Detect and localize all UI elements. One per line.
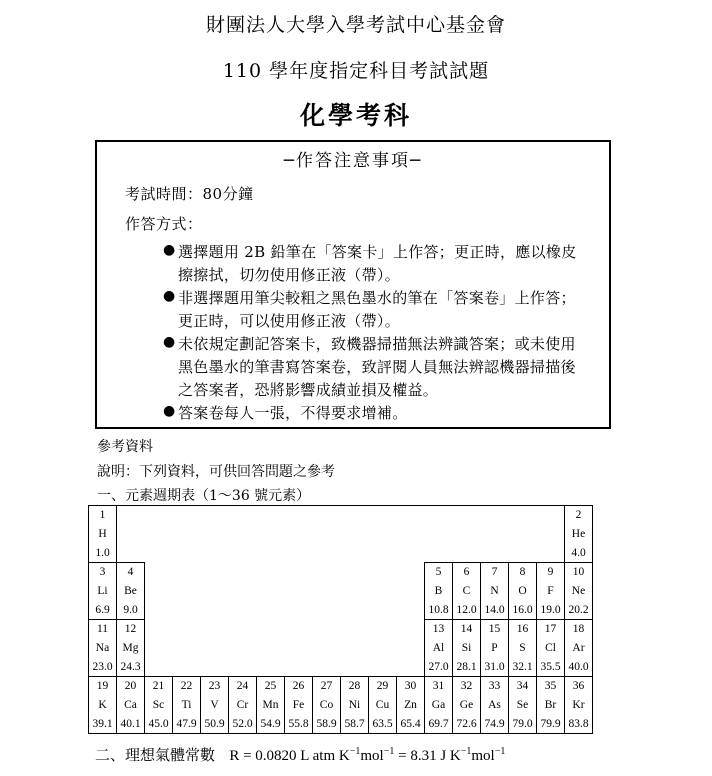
element-mass: 63.5	[372, 718, 393, 730]
empty-cell	[201, 620, 229, 677]
empty-cell	[313, 506, 341, 563]
element-num: 8	[519, 566, 526, 578]
element-mass: 4.0	[571, 547, 586, 559]
element-mass: 23.0	[92, 661, 113, 673]
empty-cell	[173, 563, 201, 620]
empty-cell	[257, 563, 285, 620]
empty-cell	[369, 620, 397, 677]
element-cell-Sc	[145, 677, 173, 734]
element-num: 13	[432, 623, 445, 635]
element-cell-V	[201, 677, 229, 734]
element-sym: Ne	[571, 585, 586, 597]
gas-constant-eq: R = 0.0820 L atm $K^{-1}mol^{-1} = 8.31$ J $K^{-1}mol^{-1}$	[229, 746, 506, 764]
element-num: 11	[96, 623, 109, 635]
element-cell-S	[509, 620, 537, 677]
bullet-1-line-2: 擦擦拭，切勿使用修正液（帶）。	[178, 266, 401, 284]
empty-cell	[285, 506, 313, 563]
empty-cell	[285, 620, 313, 677]
empty-cell	[229, 620, 257, 677]
element-sym: Be	[124, 585, 137, 597]
element-num: 6	[463, 566, 470, 578]
element-mass: 16.0	[512, 604, 533, 616]
element-num: 35	[544, 680, 557, 692]
element-cell-O	[509, 563, 537, 620]
element-num: 1	[99, 509, 106, 521]
element-sym: Mn	[262, 699, 279, 711]
element-sym: C	[462, 585, 471, 597]
element-mass: 79.0	[512, 718, 533, 730]
method-label: 作答方式：	[125, 215, 203, 233]
element-cell-Ni	[341, 677, 369, 734]
element-cell-Na	[89, 620, 117, 677]
element-num: 15	[488, 623, 501, 635]
empty-cell	[229, 506, 257, 563]
element-num: 4	[127, 566, 134, 578]
element-sym: Ga	[431, 699, 446, 711]
element-num: 24	[236, 680, 249, 692]
empty-cell	[145, 506, 173, 563]
element-num: 26	[292, 680, 305, 692]
element-mass: 12.0	[456, 604, 477, 616]
element-num: 16	[516, 623, 529, 635]
element-mass: 69.7	[428, 718, 449, 730]
empty-cell	[117, 506, 145, 563]
element-cell-B	[425, 563, 453, 620]
element-sym: Ca	[124, 699, 137, 711]
empty-cell	[201, 506, 229, 563]
element-sym: V	[210, 699, 219, 711]
empty-cell	[341, 506, 369, 563]
element-sym: Li	[97, 585, 108, 597]
element-num: 36	[572, 680, 585, 692]
element-cell-F	[537, 563, 565, 620]
element-sym: Se	[516, 699, 529, 711]
element-sym: Ti	[181, 699, 192, 711]
element-sym: He	[571, 528, 586, 540]
element-num: 22	[180, 680, 193, 692]
element-cell-Br	[537, 677, 565, 734]
element-sym: Ni	[348, 699, 361, 711]
empty-cell	[369, 563, 397, 620]
element-num: 28	[348, 680, 361, 692]
periodic-row	[89, 677, 593, 734]
element-mass: 45.0	[148, 718, 169, 730]
element-num: 12	[124, 623, 137, 635]
element-cell-Mn	[257, 677, 285, 734]
element-num: 34	[516, 680, 529, 692]
element-cell-Mg	[117, 620, 145, 677]
element-mass: 32.1	[512, 661, 533, 673]
element-num: 33	[488, 680, 501, 692]
element-cell-H	[89, 506, 117, 563]
element-sym: Si	[461, 642, 472, 654]
gas-constant	[95, 744, 505, 765]
element-cell-Fe	[285, 677, 313, 734]
element-sym: F	[547, 585, 554, 597]
element-cell-K	[89, 677, 117, 734]
element-sym: Zn	[404, 699, 417, 711]
element-mass: 27.0	[428, 661, 449, 673]
element-cell-Se	[509, 677, 537, 734]
element-num: 2	[575, 509, 582, 521]
table-caption: 一、元素週期表（1～36 號元素）	[97, 488, 311, 504]
element-mass: 40.0	[568, 661, 589, 673]
empty-cell	[397, 563, 425, 620]
element-num: 25	[264, 680, 277, 692]
bullet-dot: ●	[163, 242, 176, 258]
bullet-2-line-1: 非選擇題用筆尖較粗之黑色墨水的筆在「答案卷」上作答；	[178, 289, 576, 307]
element-cell-Cr	[229, 677, 257, 734]
element-sym: Na	[95, 642, 110, 654]
periodic-row	[89, 506, 593, 563]
element-cell-Be	[117, 563, 145, 620]
element-cell-Si	[453, 620, 481, 677]
empty-cell	[509, 506, 537, 563]
element-mass: 83.8	[568, 718, 589, 730]
empty-cell	[341, 563, 369, 620]
element-sym: Co	[319, 699, 334, 711]
empty-cell	[341, 620, 369, 677]
element-sym: Sc	[152, 699, 165, 711]
element-cell-Ca	[117, 677, 145, 734]
element-num: 9	[547, 566, 554, 578]
empty-cell	[313, 620, 341, 677]
element-sym: Kr	[572, 699, 585, 711]
element-mass: 72.6	[456, 718, 477, 730]
periodic-row	[89, 563, 593, 620]
element-cell-Kr	[565, 677, 593, 734]
element-cell-Cu	[369, 677, 397, 734]
empty-cell	[257, 620, 285, 677]
element-sym: Al	[432, 642, 445, 654]
element-cell-Li	[89, 563, 117, 620]
element-cell-Zn	[397, 677, 425, 734]
element-num: 19	[96, 680, 109, 692]
bullet-3-line-2: 黑色墨水的筆書寫答案卷，致評閱人員無法辨認機器掃描後	[178, 358, 576, 376]
element-mass: 9.0	[123, 604, 138, 616]
element-num: 21	[152, 680, 165, 692]
element-cell-Al	[425, 620, 453, 677]
empty-cell	[369, 506, 397, 563]
element-mass: 58.7	[344, 718, 365, 730]
exam-time: 考試時間：80分鐘	[125, 185, 254, 203]
empty-cell	[145, 563, 173, 620]
element-sym: Ge	[459, 699, 474, 711]
element-mass: 54.9	[260, 718, 281, 730]
element-cell-Ar	[565, 620, 593, 677]
empty-cell	[173, 620, 201, 677]
element-num: 20	[124, 680, 137, 692]
empty-cell	[453, 506, 481, 563]
subject-title: 化學考科	[299, 101, 412, 130]
empty-cell	[229, 563, 257, 620]
element-mass: 50.9	[204, 718, 225, 730]
bullet-3-line-3: 之答案者，恐將影響成績並損及權益。	[178, 381, 439, 399]
bullet-4-line-1: 答案卷每人一張，不得要求增補。	[178, 404, 408, 422]
empty-cell	[397, 506, 425, 563]
element-sym: K	[98, 699, 107, 711]
empty-cell	[201, 563, 229, 620]
element-mass: 58.9	[316, 718, 337, 730]
element-cell-Ti	[173, 677, 201, 734]
element-sym: Fe	[292, 699, 305, 711]
element-num: 31	[432, 680, 445, 692]
element-cell-Co	[313, 677, 341, 734]
empty-cell	[257, 506, 285, 563]
element-sym: O	[518, 585, 527, 597]
empty-cell	[313, 563, 341, 620]
element-sym: Ar	[572, 642, 585, 654]
element-mass: 28.1	[456, 661, 477, 673]
element-sym: N	[490, 585, 499, 597]
element-mass: 20.2	[568, 604, 589, 616]
element-sym: Br	[544, 699, 557, 711]
element-mass: 19.0	[540, 604, 561, 616]
element-cell-Ge	[453, 677, 481, 734]
element-num: 5	[435, 566, 442, 578]
element-cell-Ne	[565, 563, 593, 620]
gas-constant-label: 二、理想氣體常數	[95, 746, 216, 764]
element-mass: 31.0	[484, 661, 505, 673]
empty-cell	[537, 506, 565, 563]
element-mass: 10.8	[428, 604, 449, 616]
element-mass: 6.9	[95, 604, 110, 616]
element-sym: Mg	[122, 642, 139, 654]
org-title: 財團法人大學入學考試中心基金會	[205, 14, 506, 36]
element-mass: 24.3	[120, 661, 141, 673]
element-mass: 47.9	[176, 718, 197, 730]
element-mass: 39.1	[92, 718, 113, 730]
element-sym: Cu	[375, 699, 390, 711]
element-sym: H	[98, 528, 107, 540]
element-num: 7	[491, 566, 498, 578]
element-sym: As	[488, 699, 501, 711]
element-mass: 65.4	[400, 718, 421, 730]
element-cell-Cl	[537, 620, 565, 677]
instructions-title: ─作答注意事項─	[283, 151, 423, 171]
element-num: 27	[320, 680, 333, 692]
element-sym: Cr	[236, 699, 249, 711]
element-cell-C	[453, 563, 481, 620]
empty-cell	[285, 563, 313, 620]
element-num: 29	[376, 680, 389, 692]
element-sym: Cl	[545, 642, 556, 654]
empty-cell	[481, 506, 509, 563]
bullet-dot: ●	[163, 288, 176, 304]
element-cell-He	[565, 506, 593, 563]
element-num: 14	[460, 623, 473, 635]
element-sym: B	[434, 585, 443, 597]
element-num: 10	[572, 566, 585, 578]
element-num: 30	[404, 680, 417, 692]
element-cell-Ga	[425, 677, 453, 734]
periodic-table	[88, 505, 593, 734]
element-num: 17	[544, 623, 557, 635]
element-mass: 55.8	[288, 718, 309, 730]
reference-title: 參考資料	[97, 439, 153, 455]
element-mass: 40.1	[120, 718, 141, 730]
bullet-2-line-2: 更正時，可以使用修正液（帶）。	[178, 312, 401, 330]
empty-cell	[173, 506, 201, 563]
bullet-1-line-1: 選擇題用 2B 鉛筆在「答案卡」上作答；更正時，應以橡皮	[178, 243, 577, 261]
element-num: 18	[572, 623, 585, 635]
element-mass: 35.5	[540, 661, 561, 673]
empty-cell	[145, 620, 173, 677]
exam-title: 110 學年度指定科目考試試題	[222, 60, 490, 82]
element-mass: 14.0	[484, 604, 505, 616]
element-mass: 74.9	[484, 718, 505, 730]
empty-cell	[425, 506, 453, 563]
bullet-3-line-1: 未依規定劃記答案卡，致機器掃描無法辨識答案；或未使用	[178, 335, 576, 353]
element-mass: 79.9	[540, 718, 561, 730]
bullet-dot: ●	[163, 403, 176, 419]
element-num: 3	[99, 566, 106, 578]
periodic-row	[89, 620, 593, 677]
element-cell-N	[481, 563, 509, 620]
reference-note: 說明：下列資料，可供回答問題之參考	[97, 464, 335, 480]
element-mass: 52.0	[232, 718, 253, 730]
empty-cell	[397, 620, 425, 677]
element-num: 23	[208, 680, 221, 692]
element-sym: P	[491, 642, 498, 654]
element-cell-P	[481, 620, 509, 677]
element-mass: 1.0	[95, 547, 110, 559]
element-sym: S	[519, 642, 526, 654]
bullet-dot: ●	[163, 334, 176, 350]
element-num: 32	[460, 680, 473, 692]
element-cell-As	[481, 677, 509, 734]
